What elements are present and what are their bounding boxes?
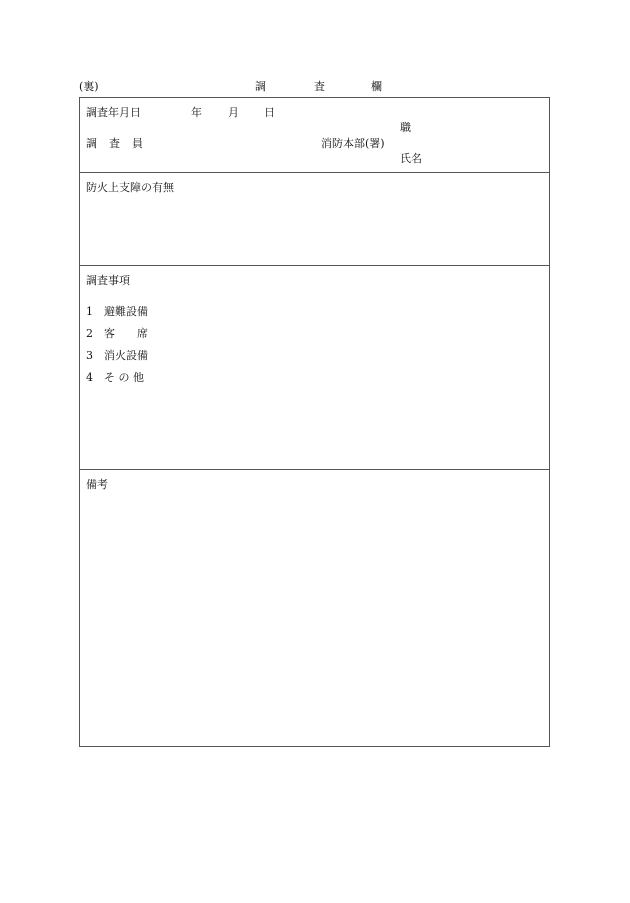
- remarks-label: 備考: [86, 478, 108, 491]
- item-3-number: 3: [86, 349, 93, 362]
- remarks-section: [80, 469, 549, 491]
- item-4-text: そ の 他: [104, 371, 144, 384]
- title-char-1: 調: [255, 80, 266, 93]
- item-1-text: 避難設備: [104, 305, 148, 318]
- inspector-char-1: 調: [86, 137, 97, 150]
- item-2-number: 2: [86, 327, 93, 340]
- survey-items-section: [80, 265, 549, 384]
- item-3-text: 消火設備: [104, 349, 148, 362]
- month-label: 月: [228, 106, 239, 119]
- fire-safety-label: 防火上支障の有無: [86, 181, 174, 194]
- survey-form: [79, 97, 550, 747]
- item-4-number: 4: [86, 371, 93, 384]
- position-label: 職: [400, 121, 411, 134]
- inspector-char-3: 員: [132, 137, 143, 150]
- inspector-char-2: 査: [109, 137, 120, 150]
- survey-date-label: 調査年月日: [86, 106, 141, 119]
- name-label: 氏名: [400, 152, 422, 165]
- side-label: (裏): [79, 80, 99, 93]
- item-1-number: 1: [86, 305, 93, 318]
- item-2-text: 客 席: [104, 327, 148, 340]
- year-label: 年: [191, 106, 202, 119]
- survey-items-label: 調査事項: [86, 274, 130, 287]
- department-label: 消防本部(署): [321, 137, 385, 150]
- title-char-3: 欄: [371, 80, 382, 93]
- fire-safety-section: [80, 172, 549, 194]
- day-label: 日: [264, 106, 275, 119]
- title-char-2: 査: [314, 80, 325, 93]
